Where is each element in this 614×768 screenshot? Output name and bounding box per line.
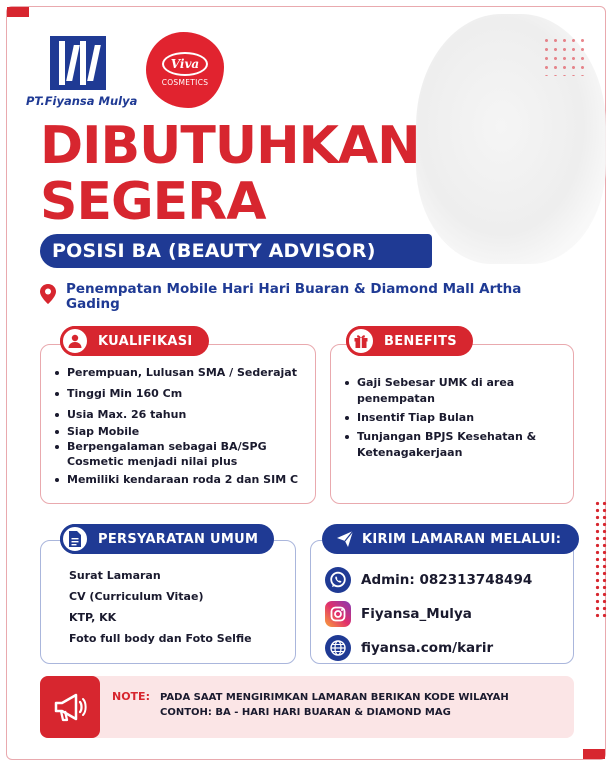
requirements-header <box>60 524 274 554</box>
company-logo <box>26 36 136 110</box>
decorative-side-dots <box>594 500 608 620</box>
benefit-item: Insentif Tiap Bulan <box>345 410 569 426</box>
instagram-handle: Fiyansa_Mulya <box>361 606 472 622</box>
note-text <box>160 690 509 720</box>
corner-accent-top-left <box>7 7 29 17</box>
location-text: Penempatan Mobile Hari Hari Buaran & Diamond Mall Artha Gading <box>66 281 522 312</box>
location-row <box>40 282 536 312</box>
apply-card <box>310 540 574 664</box>
headline-line-2: SEGERA <box>40 172 266 232</box>
whatsapp-icon <box>325 567 351 593</box>
whatsapp-number: Admin: 082313748494 <box>361 572 533 588</box>
globe-icon <box>325 635 351 661</box>
user-icon <box>60 326 90 356</box>
apply-header <box>322 524 579 554</box>
qualification-item: Memiliki kendaraan roda 2 dan SIM C <box>55 472 311 487</box>
note-label: NOTE: <box>112 690 150 703</box>
benefits-card <box>330 344 574 504</box>
headline <box>40 118 420 230</box>
apply-contacts <box>325 563 532 665</box>
apply-title: KIRIM LAMARAN MELALUI: <box>362 531 562 547</box>
requirements-list <box>69 565 252 649</box>
benefits-header <box>346 326 473 356</box>
qualifications-header <box>60 326 209 356</box>
qualifications-list <box>55 365 311 487</box>
decorative-dots <box>542 36 590 76</box>
document-icon <box>60 524 90 554</box>
company-logo-mark <box>50 36 106 90</box>
position-banner <box>40 234 432 268</box>
qualification-item: Perempuan, Lulusan SMA / Sederajat <box>55 365 311 380</box>
qualifications-card <box>40 344 316 504</box>
qualification-item: Berpengalaman sebagai BA/SPG Cosmetic menjadi nilai plus <box>55 439 311 469</box>
note-banner <box>40 676 574 738</box>
position-title: POSISI BA (BEAUTY ADVISOR) <box>52 240 376 262</box>
brand-name: Viva <box>170 57 200 71</box>
megaphone-icon <box>40 676 100 738</box>
instagram-icon <box>325 601 351 627</box>
qualification-item: Tinggi Min 160 Cm <box>55 386 311 401</box>
company-name: PT.Fiyansa Mulya <box>26 94 138 108</box>
send-icon <box>336 530 354 548</box>
headline-line-1: DIBUTUHKAN <box>40 116 420 176</box>
instagram-contact[interactable] <box>325 597 532 631</box>
requirement-item: CV (Curriculum Vitae) <box>69 590 204 603</box>
benefit-item: Gaji Sebesar UMK di area penempatan <box>345 375 569 407</box>
website-contact[interactable] <box>325 631 532 665</box>
brand-logo <box>142 30 228 110</box>
requirements-title: PERSYARATAN UMUM <box>98 531 259 547</box>
requirement-item: Foto full body dan Foto Selfie <box>69 632 252 645</box>
location-pin-icon <box>40 284 56 304</box>
whatsapp-contact[interactable] <box>325 563 532 597</box>
benefit-item: Tunjangan BPJS Kesehatan & Ketenagakerjaan <box>345 429 569 461</box>
website-url: fiyansa.com/karir <box>361 640 494 656</box>
requirement-item: Surat Lamaran <box>69 569 161 582</box>
requirement-item: KTP, KK <box>69 611 117 624</box>
benefits-title: BENEFITS <box>384 333 457 349</box>
qualifications-title: KUALIFIKASI <box>98 333 193 349</box>
note-line-1: PADA SAAT MENGIRIMKAN LAMARAN BERIKAN KODE WILAYAH <box>160 692 509 703</box>
gift-icon <box>346 326 376 356</box>
requirements-card <box>40 540 296 664</box>
qualification-item: Usia Max. 26 tahun <box>55 407 311 422</box>
qualification-item: Siap Mobile <box>55 424 311 439</box>
benefits-list <box>345 375 569 461</box>
brand-subtitle: COSMETICS <box>161 78 209 87</box>
corner-accent-bottom-right <box>583 749 605 759</box>
note-line-2: CONTOH: BA - HARI HARI BUARAN & DIAMOND MAG <box>160 707 451 718</box>
